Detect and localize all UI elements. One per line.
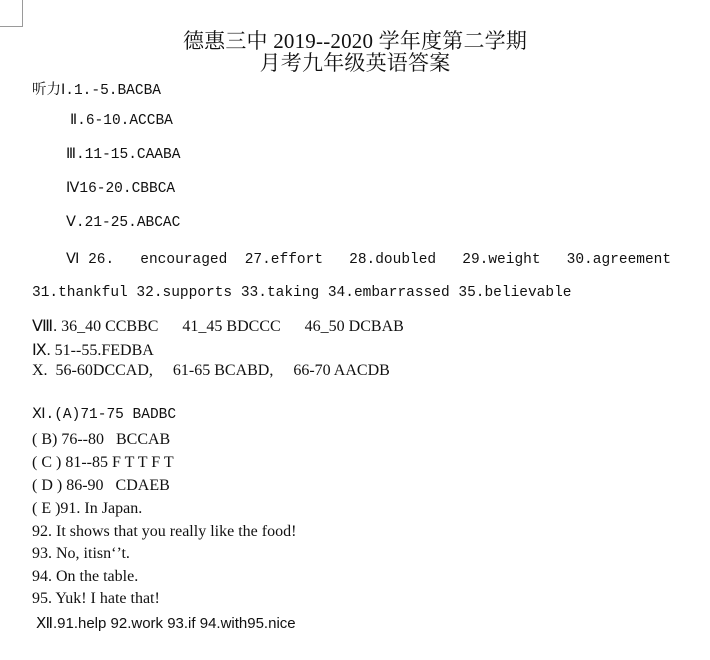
answer-line-q94: 94. On the table. <box>32 568 139 585</box>
page-corner-mark <box>0 0 23 27</box>
answer-line-vocab-2: 31.thankful 32.supports 33.taking 34.embarrassed 35.believable <box>32 285 572 301</box>
answer-line-q92: 92. It shows that you really like the food! <box>32 523 297 540</box>
answer-line-section-11d: ( D ) 86-90 CDAEB <box>32 477 170 494</box>
answer-line-vocab-1: Ⅵ 26. encouraged 27.effort 28.doubled 29.weight 30.agreement <box>66 252 672 268</box>
answer-line-section-8: Ⅷ. 36_40 CCBBC 41_45 BDCCC 46_50 DCBAB <box>32 318 404 335</box>
answer-line-listening-3: Ⅲ.11-15.CAABA <box>66 147 181 163</box>
answer-line-section-12: Ⅻ.91.help 92.work 93.if 94.with95.nice <box>36 615 296 632</box>
title-line-1: 德惠三中 2019--2020 学年度第二学期 <box>182 29 528 53</box>
title-line-2: 月考九年级英语答案 <box>259 51 451 75</box>
answer-line-section-11e: ( E )91. In Japan. <box>32 500 143 517</box>
answer-line-q95: 95. Yuk! I hate that! <box>32 590 160 607</box>
answer-line-listening-4: Ⅳ16-20.CBBCA <box>66 181 176 197</box>
answer-line-section-11b: ( B) 76--80 BCCAB <box>32 431 171 448</box>
answer-line-listening-1: 听力Ⅰ.1.-5.BACBA <box>32 83 161 99</box>
answer-line-section-11c: ( C ) 81--85 F T T F T <box>32 454 174 471</box>
answer-line-section-11a: Ⅺ.(A)71-75 BADBC <box>32 407 177 423</box>
answer-line-section-10: X. 56-60DCCAD, 61-65 BCABD, 66-70 AACDB <box>32 362 390 379</box>
answer-line-q93: 93. No, itisn‘’t. <box>32 545 130 562</box>
answer-line-section-9: Ⅸ. 51--55.FEDBA <box>32 342 154 359</box>
answer-line-listening-5: Ⅴ.21-25.ABCAC <box>66 215 181 231</box>
answer-line-listening-2: Ⅱ.6-10.ACCBA <box>70 113 173 129</box>
